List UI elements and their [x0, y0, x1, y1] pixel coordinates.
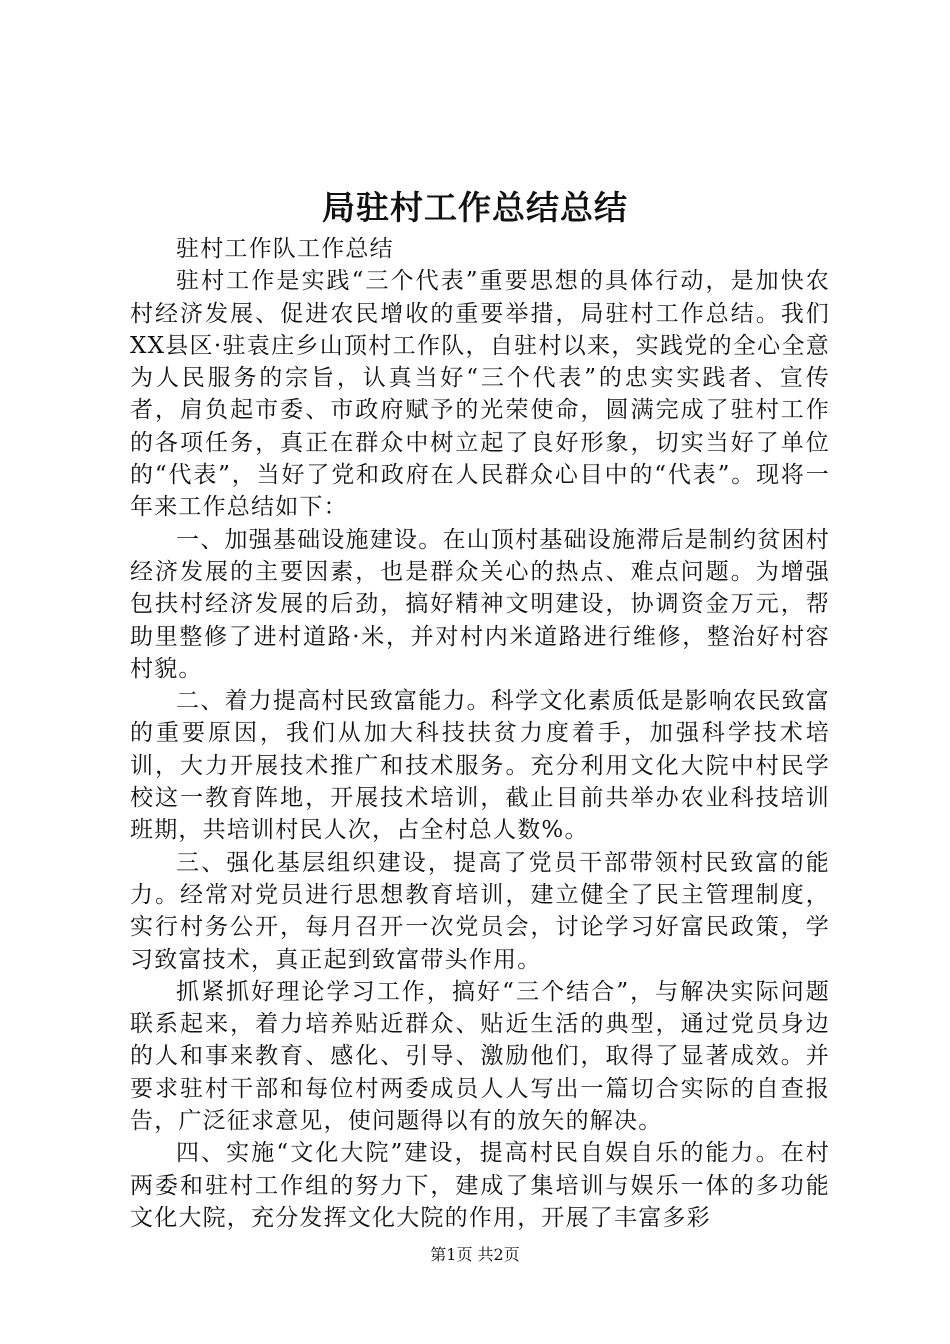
paragraph-theory-study: 抓紧抓好理论学习工作，搞好“三个结合”，与解决实际问题联系起来，着力培养贴近群众、贴近生活的典型，通过党员身边的人和事来教育、感化、引导、激励他们，取得了显著成效。并要求驻村干部和每位村两委成员人人写出一篇切合实际的自查报告，广泛征求意见，使问题得以有的放矢的解决。 [130, 978, 830, 1135]
document-title: 局驻村工作总结总结 [322, 188, 628, 227]
page-number-footer: 第1页 共2页 [430, 1245, 520, 1264]
paragraph-section-4: 四、实施“文化大院”建设，提高村民自娱自乐的能力。在村两委和驻村工作组的努力下，建成了集培训与娱乐一体的多功能文化大院，充分发挥文化大院的作用，开展了丰富多彩 [130, 1140, 830, 1231]
paragraph-subtitle: 驻村工作队工作总结 [176, 236, 394, 262]
paragraph-intro: 驻村工作是实践“三个代表”重要思想的具体行动，是加快农村经济发展、促进农民增收的重要举措，局驻村工作总结。我们XX县区·驻袁庄乡山顶村工作队，自驻村以来，实践党的全心全意为人民服务的宗旨，认真当好“三个代表”的忠实实践者、宣传者，肩负起市委、市政府赋予的光荣使命，圆满完成了驻村工作的各项任务，真正在群众中树立起了良好形象，切实当好了单位的“代表”，当好了党和政府在人民群众心目中的“代表”。现将一年来工作总结如下： [130, 268, 830, 521]
document-body [130, 233, 830, 1234]
paragraph-section-1: 一、加强基础设施建设。在山顶村基础设施滞后是制约贫困村经济发展的主要因素，也是群众关心的热点、难点问题。为增强包扶村经济发展的后劲，搞好精神文明建设，协调资金万元，帮助里整修了进村道路·米，并对村内米道路进行维修，整治好村容村貌。 [130, 526, 830, 682]
paragraph-section-3: 三、强化基层组织建设，提高了党员干部带领村民致富的能力。经常对党员进行思想教育培训，建立健全了民主管理制度，实行村务公开，每月召开一次党员会，讨论学习好富民政策，学习致富技术，真正起到致富带头作用。 [130, 849, 830, 973]
paragraph-section-2: 二、着力提高村民致富能力。科学文化素质低是影响农民致富的重要原因，我们从加大科技扶贫力度着手，加强科学技术培训，大力开展技术推广和技术服务。充分利用文化大院中村民学校这一教育阵地，开展技术培训，截止目前共举办农业科技培训班期，共培训村民人次，占全村总人数%。 [130, 688, 830, 844]
